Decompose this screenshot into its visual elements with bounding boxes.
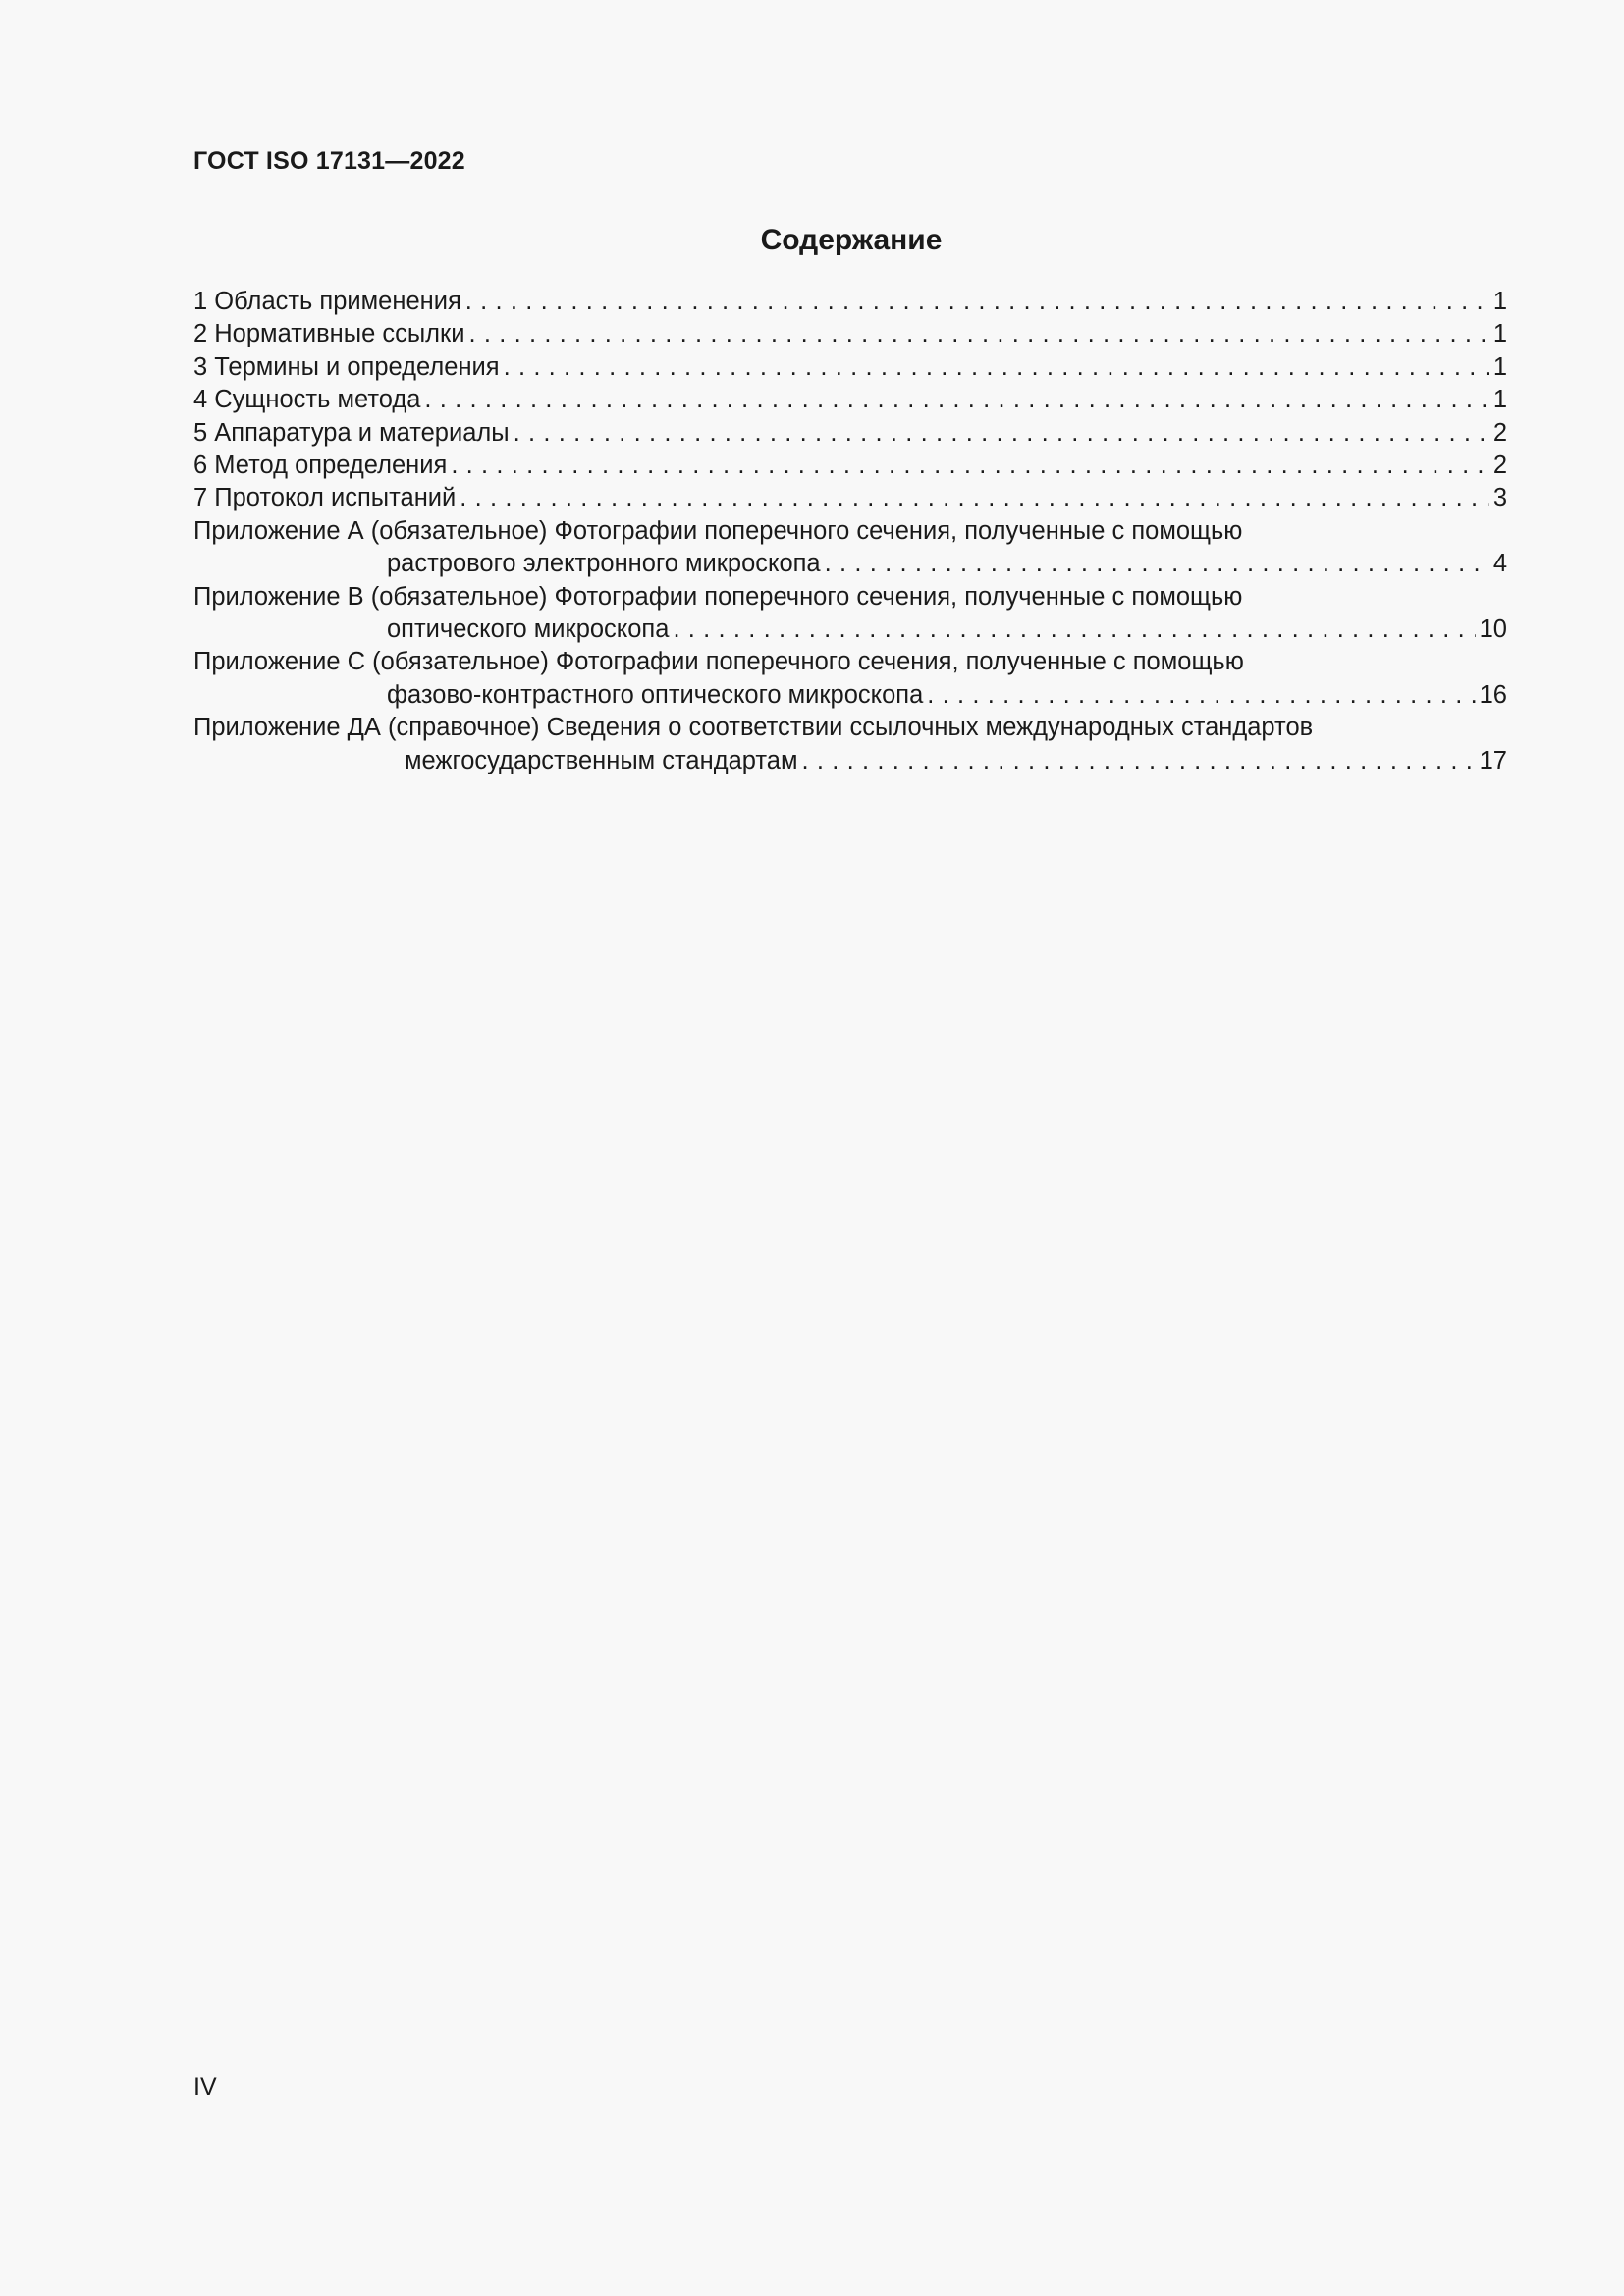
dot-leader xyxy=(673,614,1475,646)
toc-entry-page: 10 xyxy=(1479,615,1507,644)
dot-leader xyxy=(514,417,1489,450)
toc-entry-page: 1 xyxy=(1492,352,1507,381)
dot-leader xyxy=(927,679,1475,712)
page-number: IV xyxy=(193,2073,217,2101)
toc-entry-title: 5 Аппаратура и материалы xyxy=(193,418,510,447)
dot-leader xyxy=(468,318,1489,350)
dot-leader xyxy=(424,384,1489,416)
toc-entry[interactable] xyxy=(193,417,1507,450)
annex-subtitle: фазово-контрастного оптического микроскопа xyxy=(387,680,924,709)
toc-entry-page: 16 xyxy=(1479,680,1507,709)
toc-entry[interactable] xyxy=(193,482,1507,514)
annex-subtitle: растрового электронного микроскопа xyxy=(387,550,821,578)
toc-entry-page: 1 xyxy=(1492,386,1507,414)
toc-entry-title: 3 Термины и определения xyxy=(193,352,500,381)
toc-entry-page: 1 xyxy=(1492,320,1507,348)
dot-leader xyxy=(825,548,1489,580)
dot-leader xyxy=(451,450,1489,482)
toc-annex-entry[interactable] xyxy=(193,581,1507,647)
toc-entry-page: 2 xyxy=(1492,452,1507,480)
annex-heading: Приложение В (обязательное) Фотографии поперечного сечения, полученные с помощью xyxy=(193,582,1243,611)
dot-leader xyxy=(504,351,1489,384)
dot-leader xyxy=(801,745,1475,777)
toc-entry[interactable] xyxy=(193,450,1507,482)
annex-subtitle: оптического микроскопа xyxy=(387,615,670,644)
toc-entry[interactable] xyxy=(193,384,1507,416)
toc-entry-title: 6 Метод определения xyxy=(193,452,448,480)
toc-entry-page: 1 xyxy=(1492,288,1507,315)
dot-leader xyxy=(465,286,1489,318)
annex-heading: Приложение А (обязательное) Фотографии поперечного сечения, полученные с помощью xyxy=(193,516,1243,545)
toc-entry-page: 3 xyxy=(1492,484,1507,512)
toc-title: Содержание xyxy=(760,224,943,256)
toc-entry-title: 4 Сущность метода xyxy=(193,386,421,414)
toc-entry-title: 7 Протокол испытаний xyxy=(193,484,457,512)
annex-heading: Приложение ДА (справочное) Сведения о соответствии ссылочных международных стандартов xyxy=(193,714,1314,742)
dot-leader xyxy=(460,482,1489,514)
toc-annex-entry[interactable] xyxy=(193,515,1507,581)
toc-entry-page: 17 xyxy=(1479,746,1507,774)
toc-annex-entry[interactable] xyxy=(193,646,1507,712)
annex-heading: Приложение С (обязательное) Фотографии поперечного сечения, полученные с помощью xyxy=(193,648,1244,676)
annex-subtitle: межгосударственным стандартам xyxy=(405,746,798,774)
toc-entry-title: 2 Нормативные ссылки xyxy=(193,320,465,348)
toc-entry-title: 1 Область применения xyxy=(193,288,461,315)
toc-entry-page: 4 xyxy=(1492,550,1507,578)
toc-entry-page: 2 xyxy=(1492,418,1507,447)
toc-entry[interactable] xyxy=(193,318,1507,350)
toc-entry[interactable] xyxy=(193,286,1507,318)
toc-annex-entry[interactable] xyxy=(193,712,1507,777)
table-of-contents xyxy=(193,286,1507,777)
document-header: ГОСТ ISO 17131—2022 xyxy=(193,147,465,175)
toc-entry[interactable] xyxy=(193,351,1507,384)
